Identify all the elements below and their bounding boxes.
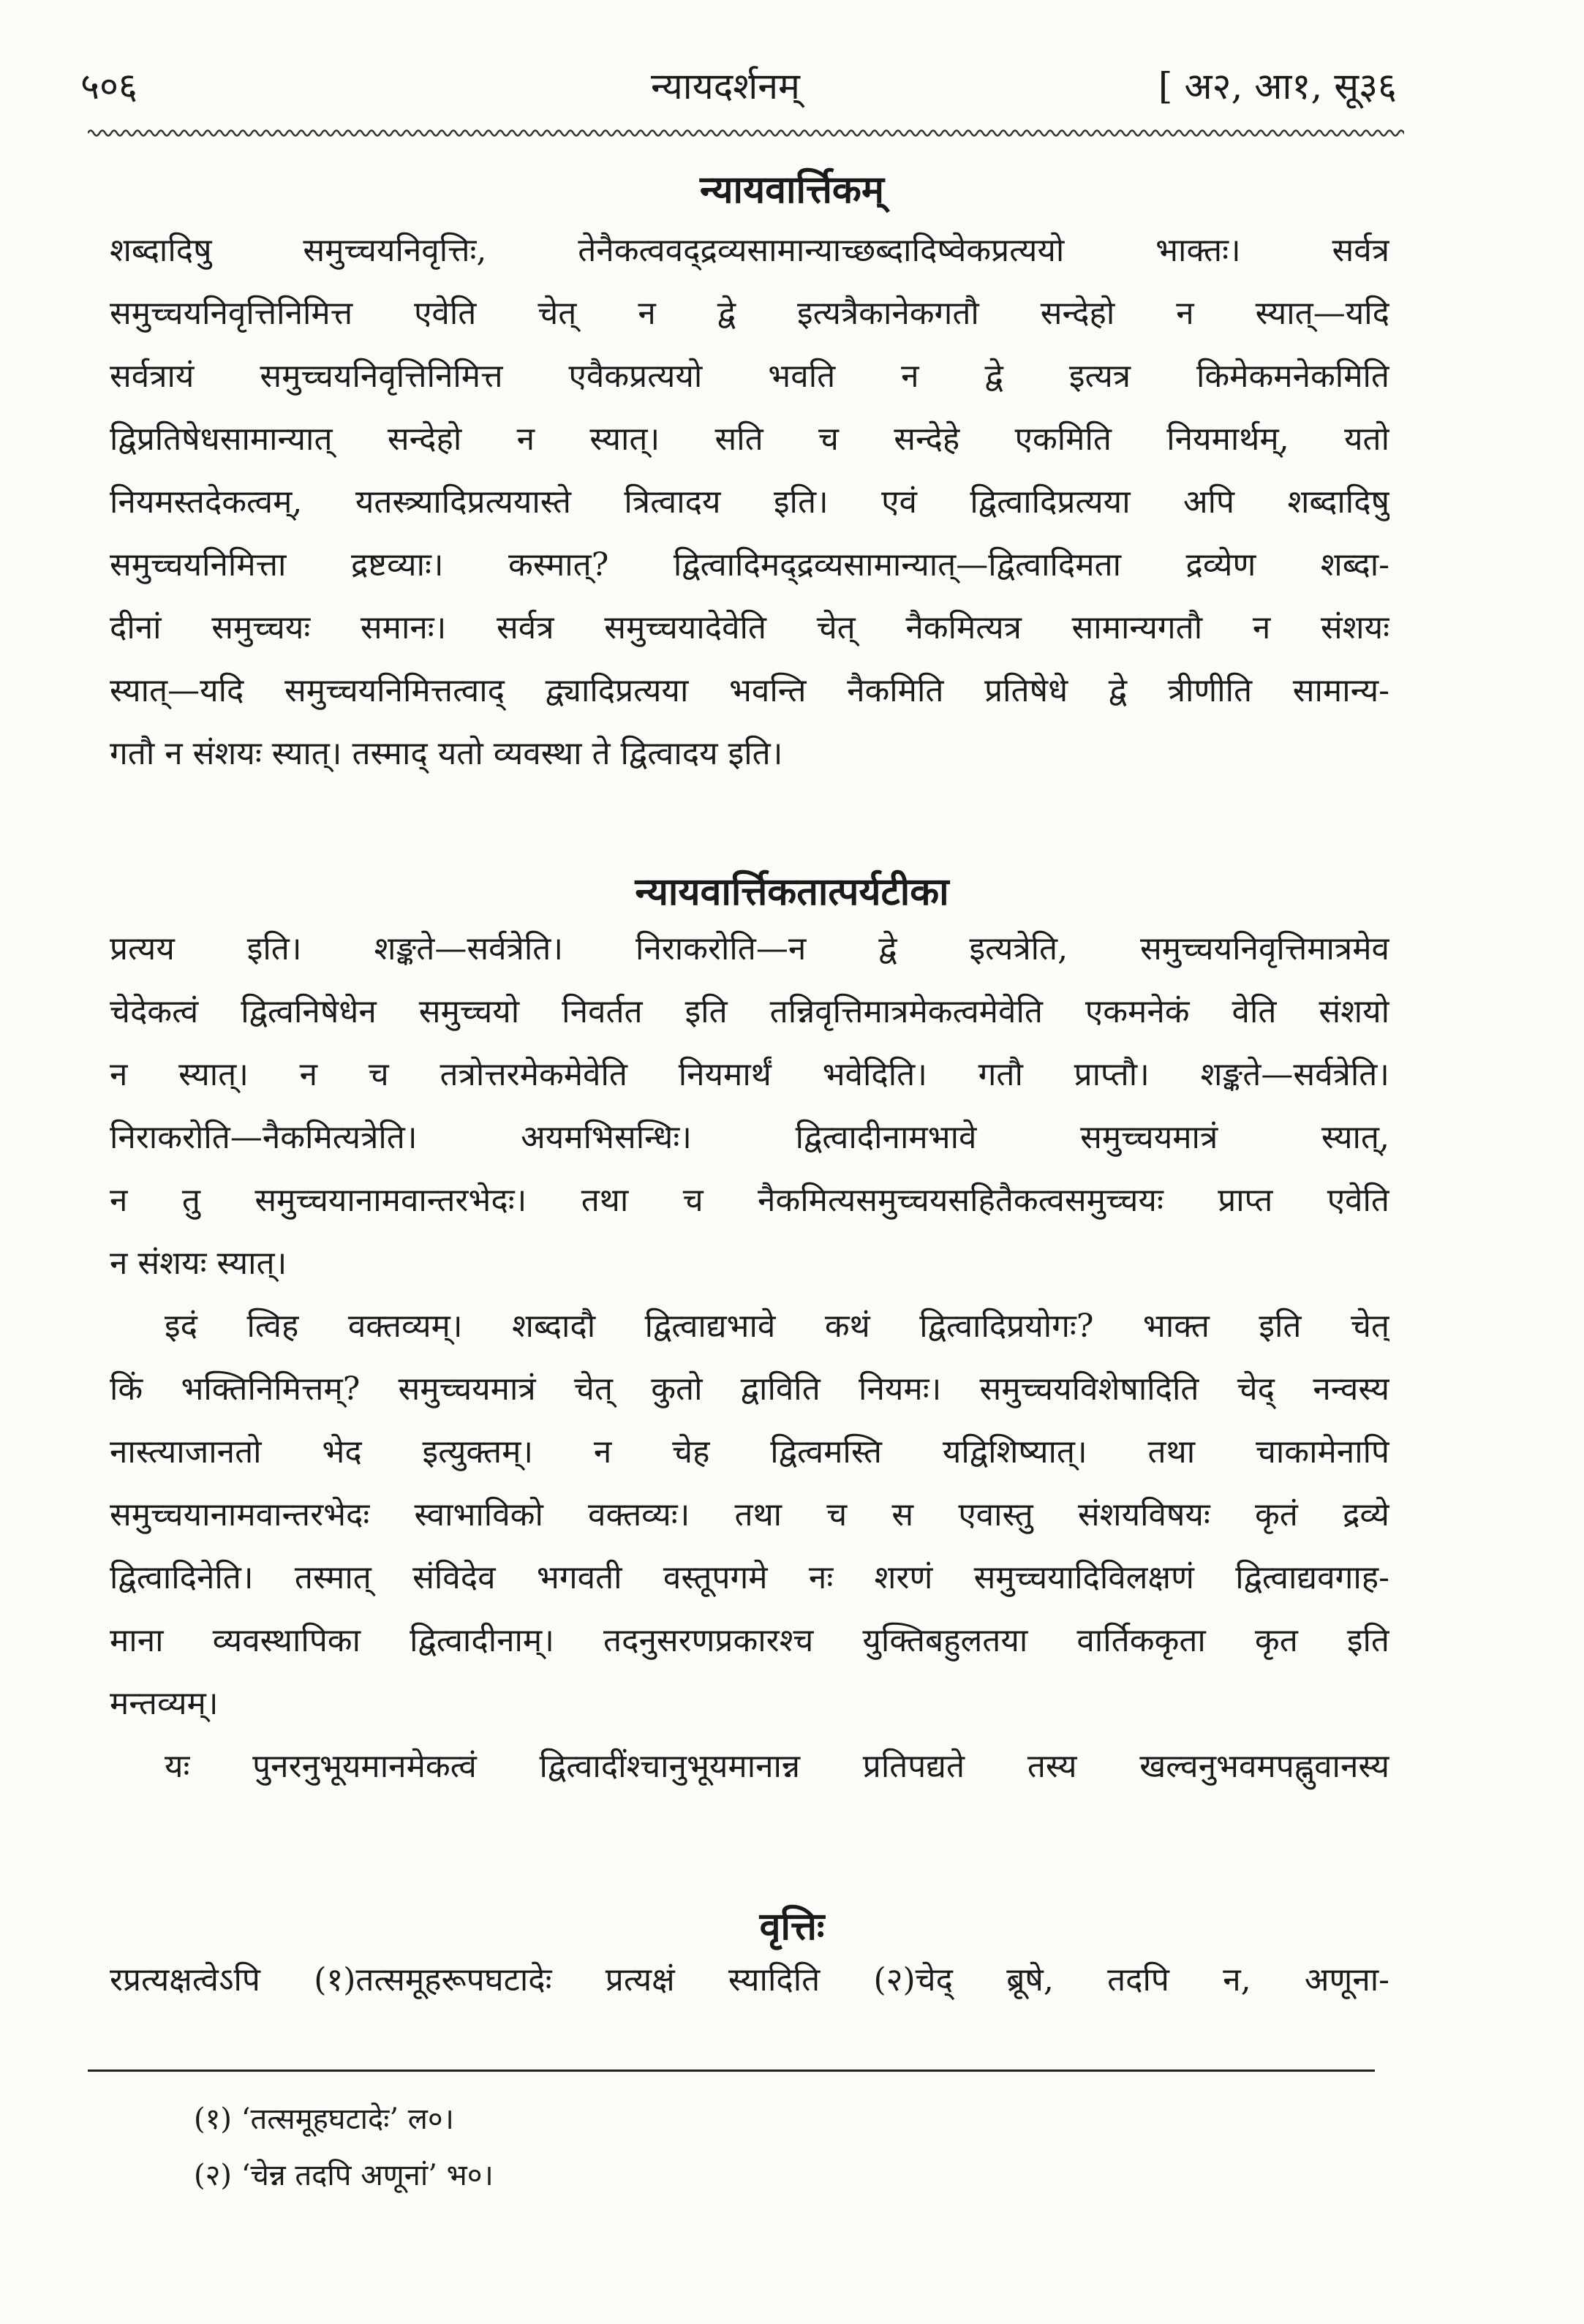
sutra-reference: [ अ२, आ१, सू३६ [1158, 65, 1397, 107]
wavy-rule [88, 126, 1404, 140]
text-line: मन्तव्यम्। [110, 1685, 219, 1722]
text-line: समुच्चयानामवान्तरभेदः स्वाभाविको वक्तव्यः। तथा च स एवास्तु संशयविषयः कृतं द्रव्ये [110, 1496, 1389, 1533]
text-line: चेदेकत्वं द्वित्वनिषेधेन समुच्चयो निवर्तत इति तन्निवृत्तिमात्रमेकत्वमेवेति एकमनेकं वेति संशयो [110, 993, 1389, 1030]
section-title-varttikam: न्यायवार्त्तिकम् [700, 167, 884, 212]
text-line: किं भक्तिनिमित्तम्? समुच्चयमात्रं चेत् कुतो द्वाविति नियमः। समुच्चयविशेषादिति चेद् नन्वस्य [110, 1370, 1389, 1408]
section-title-vritti: वृत्तिः [759, 1904, 825, 1949]
text-line: स्यात्—यदि समुच्चयनिमित्तत्वाद् द्व्यादिप्रत्यया भवन्ति नैकमिति प्रतिषेधे द्वे त्रीणीति सामान्य- [110, 672, 1389, 709]
text-line: द्विप्रतिषेधसामान्यात् सन्देहो न स्यात्। सति च सन्देहे एकमिति नियमार्थम्, यतो [110, 420, 1389, 458]
footnote-1: (१) ‘तत्समूहघटादेः’ ल०। [194, 2102, 454, 2136]
text-line: समुच्चयनिमित्ता द्रष्टव्याः। कस्मात्? द्वित्वादिमद्द्रव्यसामान्यात्—द्वित्वादिमता द्रव्येण शब्दा- [110, 546, 1389, 584]
text-line: न संशयः स्यात्। [110, 1245, 287, 1282]
footnote-2: (२) ‘चेन्न तदपि अणूनां’ भ०। [194, 2159, 494, 2192]
tatparyatika-text [110, 918, 1389, 1798]
page-number: ५०६ [80, 65, 137, 107]
running-header [80, 57, 1397, 116]
varttikam-text [110, 219, 1389, 785]
text-line: गतौ न संशयः स्यात्। तस्माद् यतो व्यवस्था ते द्वित्वादय इति। [110, 735, 783, 772]
text-line: रप्रत्यक्षत्वेऽपि (१)तत्समूहरूपघटादेः प्रत्यक्षं स्यादिति (२)चेद् ब्रूषे, तदपि न, अणूना- [110, 1961, 1389, 1999]
text-line: सर्वत्रायं समुच्चयनिवृत्तिनिमित्त एवैकप्रत्ययो भवति न द्वे इत्यत्र किमेकमनेकमिति [110, 358, 1389, 395]
text-line: नियमस्तदेकत्वम्, यतस्त्र्यादिप्रत्ययास्ते त्रित्वादय इति। एवं द्वित्वादिप्रत्यया अपि शब्दादिषु [110, 483, 1389, 521]
text-line: नास्त्याजानतो भेद इत्युक्तम्। न चेह द्वित्वमस्ति यद्विशिष्यात्। तथा चाकामेनापि [110, 1433, 1389, 1471]
footnote-rule [88, 2070, 1375, 2072]
vritti-text [110, 1949, 1389, 2012]
text-line: माना व्यवस्थापिका द्वित्वादीनाम्। तदनुसरणप्रकारश्च युक्तिबहुलतया वार्तिककृता कृत इति [110, 1622, 1389, 1659]
text-line: प्रत्यय इति। शङ्कते—सर्वत्रेति। निराकरोति—न द्वे इत्यत्रेति, समुच्चयनिवृत्तिमात्रमेव [110, 930, 1389, 967]
text-line: शब्दादिषु समुच्चयनिवृत्तिः, तेनैकत्ववद्द्रव्यसामान्याच्छब्दादिष्वेकप्रत्ययो भाक्तः। सर्वत्र [110, 232, 1389, 269]
running-title: न्यायदर्शनम् [651, 65, 800, 107]
text-line: दीनां समुच्चयः समानः। सर्वत्र समुच्चयादेवेति चेत् नैकमित्यत्र सामान्यगतौ न संशयः [110, 609, 1389, 646]
section-title-tatparyatika: न्यायवार्त्तिकतात्पर्यटीका [635, 869, 949, 914]
text-line: न तु समुच्चयानामवान्तरभेदः। तथा च नैकमित्यसमुच्चयसहितैकत्वसमुच्चयः प्राप्त एवेति [110, 1182, 1389, 1219]
text-line: इदं त्विह वक्तव्यम्। शब्दादौ द्वित्वाद्यभावे कथं द्वित्वादिप्रयोगः? भाक्त इति चेत् [165, 1308, 1389, 1345]
text-line: द्वित्वादिनेति। तस्मात् संविदेव भगवती वस्तूपगमे नः शरणं समुच्चयादिविलक्षणं द्वित्वाद्यवगाह- [110, 1559, 1389, 1596]
text-line: निराकरोति—नैकमित्यत्रेति। अयमभिसन्धिः। द्वित्वादीनामभावे समुच्चयमात्रं स्यात्, [110, 1119, 1389, 1156]
text-line: समुच्चयनिवृत्तिनिमित्त एवेति चेत् न द्वे इत्यत्रैकानेकगतौ सन्देहो न स्यात्—यदि [110, 295, 1389, 332]
text-line: यः पुनरनुभूयमानमेकत्वं द्वित्वादींश्चानुभूयमानान्न प्रतिपद्यते तस्य खल्वनुभवमपह्नुवानस्य [165, 1748, 1389, 1785]
text-line: न स्यात्। न च तत्रोत्तरमेकमेवेति नियमार्थं भवेदिति। गतौ प्राप्तौ। शङ्कते—सर्वत्रेति। [110, 1056, 1389, 1093]
